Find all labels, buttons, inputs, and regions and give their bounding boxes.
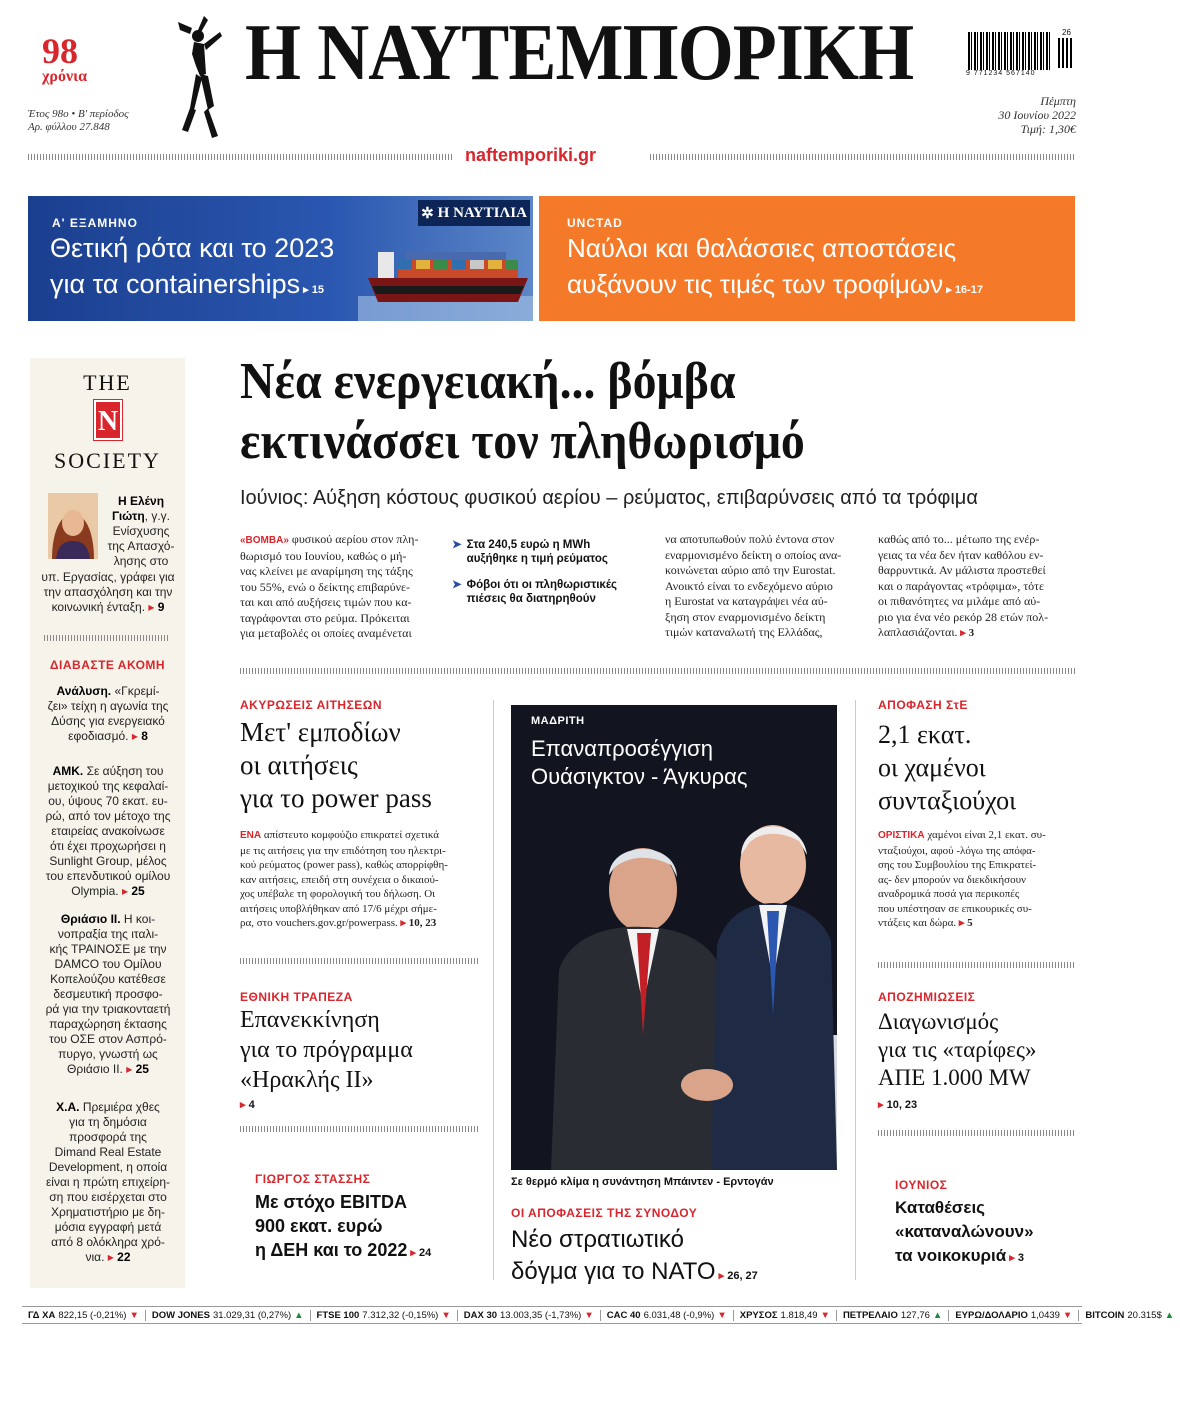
gear-icon: ✲ [421,205,434,222]
dei-headline[interactable]: Με στόχο EBITDA 900 εκατ. ευρώ η ΔΕΗ και το 2022 ▸ 24 [255,1192,432,1260]
arrow-up-icon: ▲ [932,1309,943,1321]
banner-right-line1: Ναύλοι και θαλάσσιες αποστάσεις [567,233,957,263]
read-more-title: ΔΙΑΒΑΣΤΕ ΑΚΟΜΗ [49,658,166,672]
barcode-issue: 26 [1062,28,1071,37]
column-rule [493,700,494,1280]
tariffs-ref: ▸ 10, 23 [878,1099,918,1111]
nato-kicker: ΟΙ ΑΠΟΦΑΣΕΙΣ ΤΗΣ ΣΥΝΟΔΟΥ [511,1206,698,1220]
society-word: SOCIETY [54,448,161,473]
photo-erdogan-biden[interactable] [511,705,837,1170]
photo-kicker: ΜΑΔΡΙΤΗ [531,715,585,727]
date-block: Πέμπτη 30 Ιουνίου 2022 Τιμή: 1,30€ [998,94,1076,136]
read-more-item-3[interactable]: Θριάσιο ΙΙ. Η κοι- νοπραξία της ιταλι- κής ΤΡΑΙΝΟΣΕ με την DAMCO του Ομίλου Κοπελούζου κατέθεσε δεσμευτική προσφο- ρά για την τριακονταετή παραχώρηση έκτασης του ΟΣΕ στον Ασπρό- πυργο, γνωστή ως Θριάσιο ΙΙ. ▸ 25 [45,912,171,1076]
site-url[interactable]: naftemporiki.gr [465,145,597,165]
photo-caption: Σε θερμό κλίμα η συνάντηση Μπάιντεν - Ερντογάν [511,1176,774,1188]
ticker-item: ΧΡΥΣΟΣ 1.818,49 ▼ [734,1310,837,1321]
masthead-title: Η ΝΑΥΤΕΜΠΟΡΙΚΗ [245,9,914,97]
banner-right-kicker: UNCTAD [567,216,623,230]
nautilia-logo: ✲ Η ΝΑΥΤΙΛΙΑ [418,200,530,226]
arrow-down-icon: ▼ [717,1309,727,1321]
heracles-headline[interactable]: Επανεκκίνηση για το πρόγραμμα «Ηρακλής ΙΙ» [240,1007,413,1093]
arrow-down-icon: ▼ [1062,1309,1073,1321]
heracles-kicker: ΕΘΝΙΚΗ ΤΡΑΠΕΖΑ [240,990,353,1004]
bullet-arrow-icon: ➤ [452,539,462,551]
powerpass-body: ΕΝΑ απίστευτο κομφούζιο επικρατεί σχετικά με τις αιτήσεις για την επιδότηση του ηλεκτρι- κού ρεύματος (power pass), καθώς απορρίφθη- καν αιτήσεις, επειδή στη συνέχεια ο δικαιού- χος υπέβαλε τη φορολογική του δήλωση. Οι αιτήσεις υποβλήθηκαν από 17/6 μέχρι σήμε- ρα, στο vouchers.gov.gr/powerpass. ▸ 10, 23 [240,829,448,929]
lead-subhead: Ιούνιος: Αύξηση κόστους φυσικού αερίου – ρεύματος, επιβαρύνσεις από τα τρόφιμα [240,487,978,509]
nato-headline[interactable]: Νέο στρατιωτικό δόγμα για το ΝΑΤΟ ▸ 26, 27 [511,1226,758,1285]
arrow-down-icon: ▼ [820,1309,830,1321]
ticker-item: FTSE 100 7.312,32 (-0,15%) ▼ [311,1310,458,1321]
ticker-item: ΠΕΤΡΕΛΑΙΟ 127,76 ▲ [837,1310,949,1321]
tariffs-headline[interactable]: Διαγωνισμός για τις «ταρίφες» ΑΠΕ 1.000 MW [878,1009,1037,1090]
years-number: 98 [42,31,78,71]
deposits-kicker: ΙΟΥΝΙΟΣ [895,1178,948,1192]
pensioners-kicker: ΑΠΟΦΑΣΗ ΣτΕ [878,698,968,712]
lead-col-1: «ΒΟΜΒΑ» φυσικού αερίου στον πλη- θωρισμό του Ιουνίου, καθώς ο μή- νας κλείνει με αναρίμηση της τάξης του 55%, ενώ ο δείκτης επιβαρύνε- ται και από αυξήσεις τιμών που κα- ταγράφονται στο ρεύμα. Πρόκειται για μεταβολές οι οποίες αναμένεται [240,532,419,640]
powerpass-kicker: ΑΚΥΡΩΣΕΙΣ ΑΙΤΗΣΕΩΝ [240,698,383,712]
pensioners-divider [878,962,1074,968]
ticker-item: ΕΥΡΩ/ΔΟΛΑΡΙΟ 1,0439 ▼ [949,1310,1079,1321]
read-more-item-4[interactable]: Χ.Α. Πρεμιέρα χθες για τη δημόσια προσφορά της Dimand Real Estate Development, η οποία είναι η πρώτη επιχείρη- ση που εισέρχεται στο Χρηματιστήριο με δη- μόσια εγγραφή μετά από 8 ολόκληρα χρό- νια. ▸ 22 [45,1100,171,1264]
banner-left-line2: για τα containerships ▸ 15 [50,269,324,299]
lead-col-4: καθώς από το... μέτωπο της ενέρ- γειας τα νέα δεν ήταν καθόλου εν- θαρρυντικά. Αν μάλιστα προστεθεί και ο παράγοντας «τρόφιμα», τότε οι πιθανότητες να μιλάμε από αύ- ριο για ένα νέο ρεκόρ 28 ετών πολ- λαπλασιάζονται. ▸ 3 [878,532,1049,639]
banner-right-line2: αυξάνουν τις τιμές των τροφίμων ▸ 16-17 [567,269,983,299]
masthead-divider-left [28,154,452,160]
tariffs-divider [878,1130,1074,1136]
read-more-item-2[interactable]: ΑΜΚ. Σε αύξηση του μετοχικού της κεφαλαί- ου, ύψους 70 εκατ. ευ- ρώ, από τον μέτοχο της εταιρείας ανακοίνωσε ότι έχει προχωρήσει η Sunlight Group, μέλος του επενδυτικού ομίλου Olympia. ▸ 25 [45,764,171,898]
lead-headline[interactable]: Νέα ενεργειακή... βόμβα εκτινάσσει τον πληθωρισμό [240,353,805,470]
read-more-item-1[interactable]: Ανάλυση. «Γκρεμί- ζει» τείχη η αγωνία της Δύσης για ενεργειακό εφοδιασμό. ▸ 8 [47,684,169,743]
arrow-up-icon: ▲ [294,1309,304,1321]
lead-col-3: να αποτυπωθούν πολύ έντονα στον εναρμονισμένο δείκτη ο οποίος ανα- κοινώνεται αύριο από την Eurostat. Ανοικτό είναι το ενδεχόμενο αύριο η Eurostat να καταγράψει νέα αύ- ξηση στον εναρμονισμένο δείκτη τιμών καταναλωτή της Ελλάδας, [665,532,842,639]
society-n-logo: N [94,400,122,440]
years-label: χρόνια [42,68,87,85]
heracles-ref: ▸ 4 [240,1099,255,1111]
banner-containerships[interactable] [28,196,533,321]
arrow-down-icon: ▼ [129,1309,139,1321]
photo-headline: Επαναπροσέγγιση Ουάσιγκτον - Άγκυρας [531,736,748,789]
market-ticker [22,1306,1175,1324]
ticker-item: CAC 40 6.031,48 (-0,9%) ▼ [601,1310,734,1321]
masthead-divider-right [650,154,1076,160]
barcode-issue-icon [1058,38,1074,68]
pensioners-body: ΟΡΙΣΤΙΚΑ χαμένοι είναι 2,1 εκατ. συ- νταξιούχοι, αφού -λόγω της απόφα- σης του Συμβουλίου της Επικρατεί- ας- δεν μπορούν να διεκδικήσουν αναδρομικά ποσά για περικοπές που υπέστησαν σε επικουρικές συ- ντάξεις και δώρα. ▸ 5 [878,829,1046,929]
society-author-blurb: Η Ελένη Γιώτη, γ.γ. Ενίσχυσης της Απασχό- λησης στο [107,494,175,568]
ticker-item: BITCOIN 20.315$ ▲ [1085,1309,1175,1321]
left-divider [44,635,170,641]
lead-divider [240,668,1076,674]
barcode-number: 9 771234 567140 [966,70,1036,77]
banner-left-kicker: Α' ΕΞΑΜΗΝΟ [52,216,138,230]
hermes-logo-icon [170,14,230,144]
container-ship-icon [358,226,533,321]
tariffs-kicker: ΑΠΟΖΗΜΙΩΣΕΙΣ [878,990,976,1004]
ticker-item: DAX 30 13.003,35 (-1,73%) ▼ [458,1310,601,1321]
powerpass-headline[interactable]: Μετ' εμποδίων οι αιτήσεις για το power pass [240,717,432,813]
lead-bullets: ➤ Στα 240,5 ευρώ η MWh αυξήθηκε η τιμή ρεύματος ➤ Φόβοι ότι οι πληθωριστικές πιέσεις θα διατηρηθούν [452,539,617,605]
author-avatar [48,493,98,559]
heracles-divider [240,1126,480,1132]
pensioners-headline[interactable]: 2,1 εκατ. οι χαμένοι συνταξιούχοι [878,720,1017,815]
arrow-down-icon: ▼ [441,1309,451,1321]
ticker-item: DOW JONES 31.029,31 (0,27%) ▲ [146,1310,311,1321]
deposits-headline[interactable]: Καταθέσεις «καταναλώνουν» τα νοικοκυριά ▸ 3 [895,1198,1034,1265]
banner-freight[interactable] [539,196,1075,321]
banner-left-line1: Θετική ρότα και το 2023 [50,233,335,263]
arrow-down-icon: ▼ [584,1309,594,1321]
society-the: THE [83,370,132,395]
dei-kicker: ΓΙΩΡΓΟΣ ΣΤΑΣΣΗΣ [255,1172,371,1186]
society-author-blurb-cont: υπ. Εργασίας, γράφει για την απασχόληση και την κοινωνική ένταξη. ▸ 9 [41,570,175,614]
ticker-item: ΓΔ ΧΑ 822,15 (-0,21%) ▼ [22,1310,146,1321]
column-rule [855,700,856,1280]
arrow-up-icon: ▲ [1164,1309,1175,1321]
barcode-icon [968,32,1052,70]
issue-meta: Έτος 98ο • Β' περίοδος Αρ. φύλλου 27.848 [28,108,129,133]
powerpass-divider [240,958,480,964]
bullet-arrow-icon: ➤ [452,579,462,591]
